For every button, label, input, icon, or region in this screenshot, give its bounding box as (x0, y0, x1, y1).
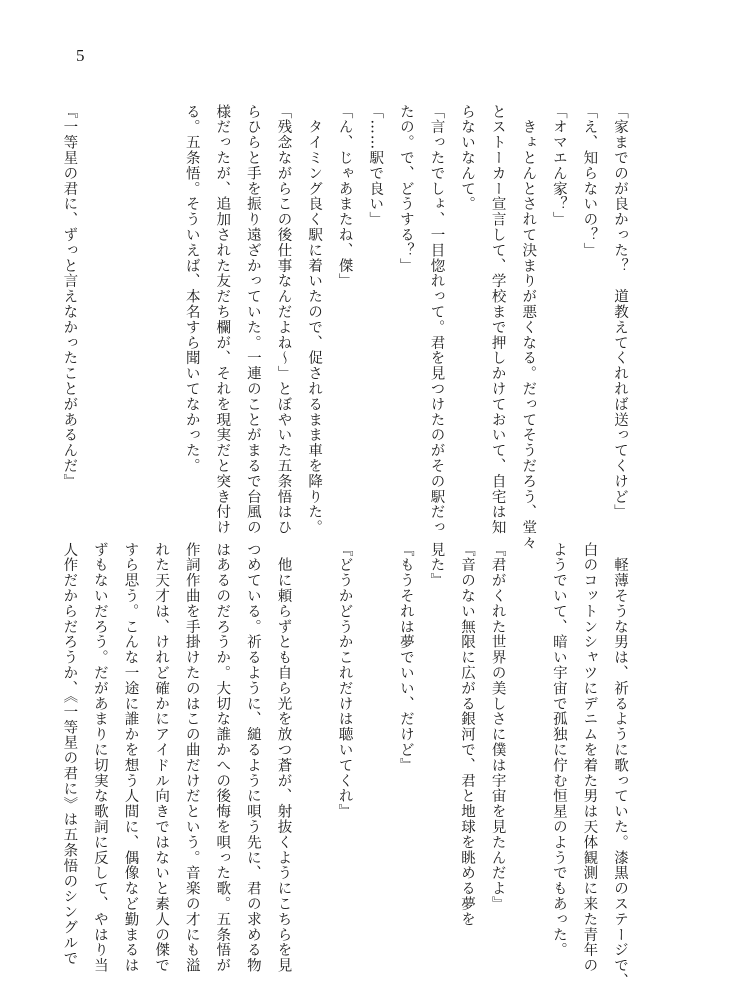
page-number: 5 (76, 46, 85, 65)
text-line: 『音のない無限に広がる銀河で、君と地球を眺める夢を (459, 542, 476, 927)
text-line: 『一等星の君に、ずっと言えなかったことがあるんだ』 (61, 104, 78, 489)
text-line: すら思う。こんな一途に誰かを想う人間に、偶像など勤まるは (122, 542, 139, 974)
text-line (360, 542, 391, 962)
text-line (115, 104, 146, 504)
text-line (513, 542, 544, 962)
text-line: 「残念ながらこの後仕事なんだよね～」とぼやいた五条悟はひ (275, 104, 292, 536)
text-line: 作詞作曲を手掛けたのはこの曲だけだという。音楽の才にも溢 (183, 542, 200, 974)
text-line: 『君がくれた世界の美しさに僕は宇宙を見たんだよ』 (489, 542, 506, 912)
text-line: る。五条悟。そういえば、本名すら聞いてなかった。 (183, 104, 200, 474)
text-line: ずもないだろう。だがあまりに切実な歌詞に反して、やはり当 (91, 542, 108, 974)
upper-text-block (54, 104, 635, 551)
text-line (298, 542, 329, 962)
text-line: 『もうそれは夢でいい、だけど』 (397, 542, 414, 773)
text-line (146, 104, 177, 504)
text-line: 『どうかどうかこれだけは聴いてくれ』 (336, 542, 353, 820)
text-line: きょとんとされて決まりが悪くなる。だってそうだろう、堂々 (520, 104, 537, 551)
text-line: 「……駅で良い」 (367, 104, 384, 228)
text-line: 軽薄そうな男は、祈るように歌っていた。漆黒のステージで、 (612, 542, 628, 989)
lower-text-block (54, 542, 635, 989)
text-line: 「言ったでしょ、一目惚れって。君を見つけたのがその駅だっ (428, 104, 445, 536)
text-line: れた天才は、けれど確かにアイドル向きではないと素人の傑で (153, 542, 170, 974)
text-line: 白のコットンシャツにデニムを着た男は天体観測に来た青年の (581, 542, 598, 974)
text-line: たの。で、どうする？」 (397, 104, 414, 274)
text-line: 様だったが、追加された友だち欄が、それを現実だと突き付け (214, 104, 231, 536)
text-line: 「え、知らないの？」 (581, 104, 598, 258)
text-line: 「ん、じゃあまたね、傑」 (336, 104, 353, 289)
text-line: つめている。祈るように、縋るように唄う先に、君の求める物 (244, 542, 261, 974)
text-line: 見た』 (428, 542, 445, 589)
text-line (84, 104, 115, 504)
text-line: らひらと手を振り遠ざかっていた。一連のことがまるで台風の (244, 104, 261, 536)
text-line: タイミング良く駅に着いたので、促されるまま車を降りた。 (306, 104, 323, 536)
text-line: 「家までのが良かった？ 道教えてくれれば送ってくけど」 (612, 104, 628, 520)
text-line: ようでいて、暗い宇宙で孤独に佇む恒星のようでもあった。 (550, 542, 567, 958)
text-line: とストーカー宣言して、学校まで押しかけておいて、自宅は知 (489, 104, 506, 536)
text-line: 他に頼らずとも自ら光を放つ蒼が、射抜くようにこちらを見 (275, 542, 292, 974)
text-line: らないなんて。 (459, 104, 476, 212)
text-line: はあるのだろうか。大切な誰かへの後悔を唄った歌。五条悟が (214, 542, 231, 974)
text-line: 「オマエん家？」 (550, 104, 567, 228)
text-line: 人作だからだろうか、《一等星の君に》は五条悟のシングルで (61, 542, 78, 966)
